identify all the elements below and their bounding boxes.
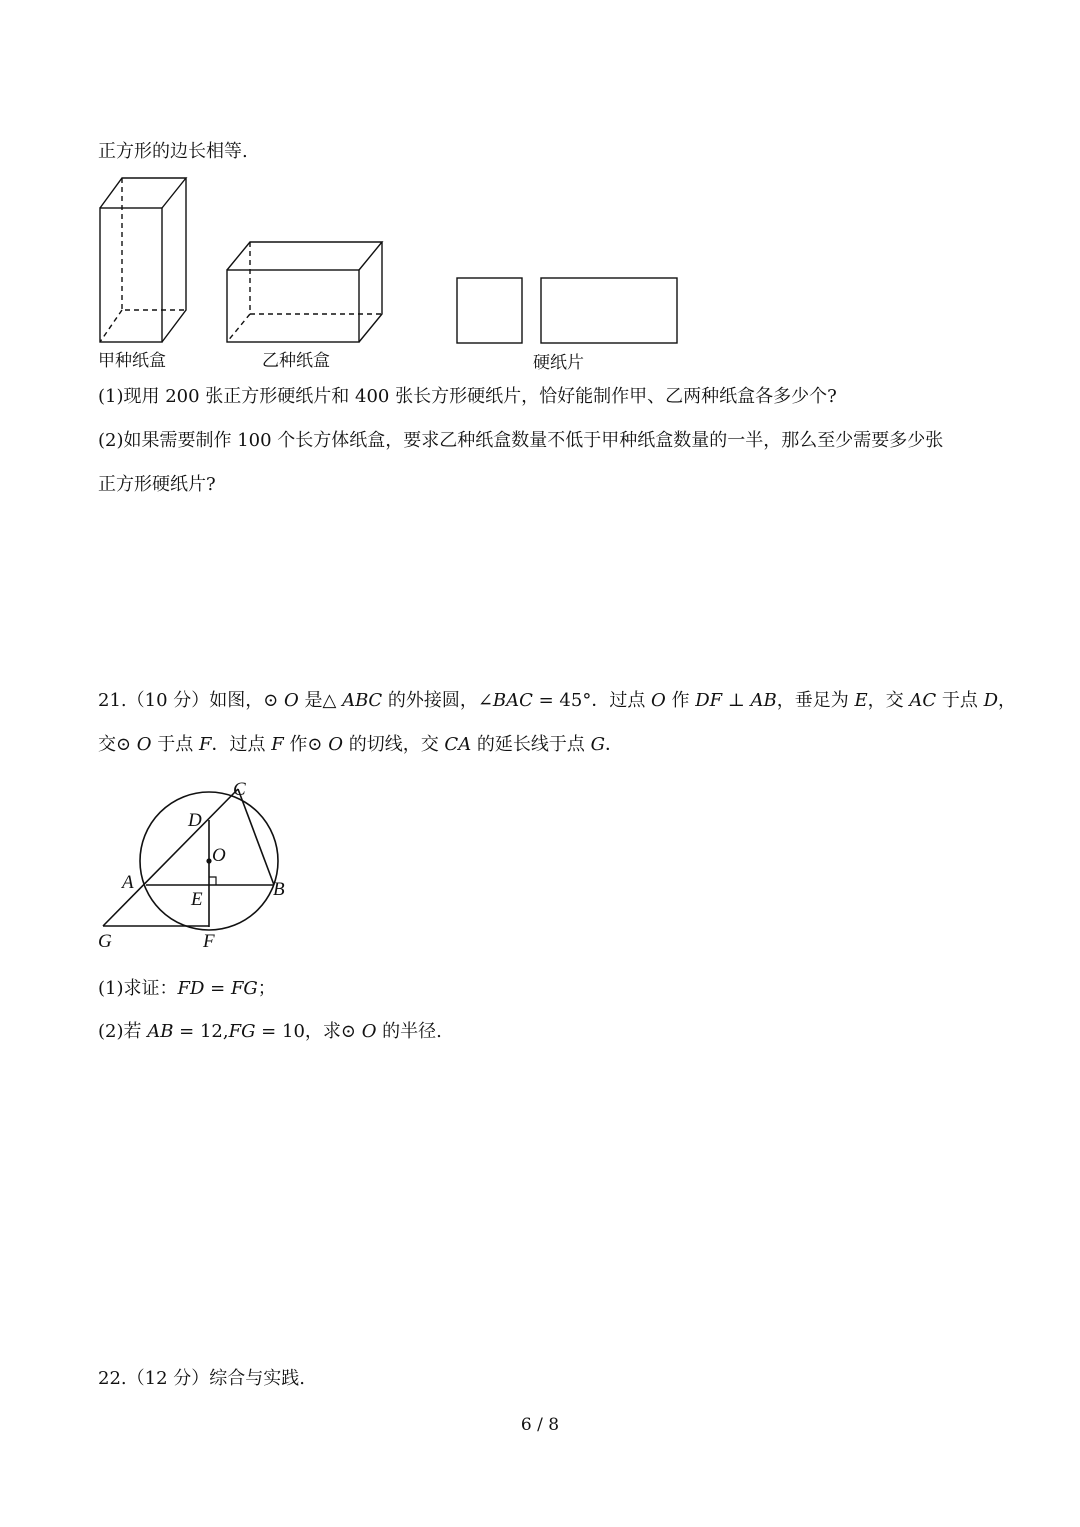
label-o: O: [212, 845, 226, 866]
box-b-front-face: [227, 270, 359, 342]
q21-stem-line2: 交⊙ 𝑂 于点 𝐹．过点 𝐹 作⊙ 𝑂 的切线，交 𝐶𝐴 的延长线于点 𝐺．: [98, 734, 624, 755]
circle-geometry-figure: [92, 772, 312, 952]
q20-part2-line1: (2)如果需要制作 100 个长方体纸盒，要求乙种纸盒数量不低于甲种纸盒数量的一半，那么至少需要多少张: [98, 430, 944, 451]
q21-part2: (2)若 𝐴𝐵 = 12,𝐹𝐺 = 10，求⊙ 𝑂 的半径.: [98, 1021, 442, 1042]
center-point-o: [206, 858, 211, 863]
q21-part1: (1)求证：𝐹𝐷 = 𝐹𝐺；: [98, 978, 276, 999]
box-a-caption: 甲种纸盒: [98, 351, 166, 371]
q21-stem-line1: 21.（10 分）如图，⊙ 𝑂 是△ 𝐴𝐵𝐶 的外接圆，∠𝐵𝐴𝐶 = 45°．过点 𝑂 作 𝐷𝐹 ⊥ 𝐴𝐵，垂足为 𝐸，交 𝐴𝐶 于点 𝐷，: [98, 690, 1016, 711]
box-b-hidden-edge: [227, 314, 250, 342]
cardboard-figure: [452, 272, 684, 348]
box-b-caption: 乙种纸盒: [262, 351, 330, 371]
page-number: 6 / 8: [520, 1415, 560, 1435]
q20-intro-tail: 正方形的边长相等.: [98, 141, 248, 162]
rectangle-card: [541, 278, 677, 343]
box-b-figure: [222, 236, 388, 346]
q20-part1: (1)现用 200 张正方形硬纸片和 400 张长方形硬纸片，恰好能制作甲、乙两种纸盒各多少个?: [98, 386, 837, 407]
box-a-hidden-edge: [100, 310, 122, 342]
chord-cb: [238, 789, 274, 885]
square-card: [457, 278, 522, 343]
q22-stem: 22.（12 分）综合与实践.: [98, 1368, 305, 1389]
box-a-figure: [95, 172, 195, 348]
label-c: C: [233, 779, 246, 800]
label-b: B: [273, 879, 285, 900]
box-b-hidden-edges: [250, 242, 382, 314]
cards-caption: 硬纸片: [533, 353, 584, 373]
label-e: E: [191, 889, 203, 910]
label-g: G: [98, 931, 112, 952]
label-a: A: [122, 872, 134, 893]
right-angle-mark: [209, 877, 216, 885]
box-a-hidden-edges: [122, 178, 186, 310]
label-f: F: [203, 931, 215, 952]
q20-part2-line2: 正方形硬纸片?: [98, 474, 216, 495]
box-a-front-face: [100, 208, 162, 342]
label-d: D: [188, 810, 202, 831]
box-a-top-face: [100, 178, 186, 208]
